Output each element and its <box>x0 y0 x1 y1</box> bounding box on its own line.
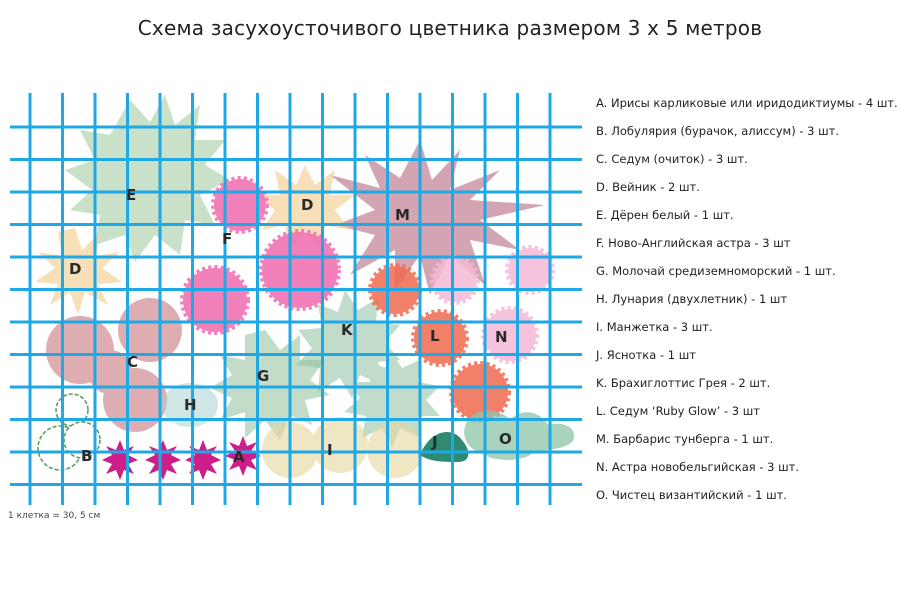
plant-i-alchemilla <box>262 417 423 478</box>
plant-letter-i: I <box>327 441 333 459</box>
legend-item-g: G. Молочай средиземноморский - 1 шт. <box>596 264 836 278</box>
plant-letter-d: D <box>69 260 82 278</box>
plant-letter-e: E <box>126 186 137 204</box>
legend-item-f: F. Ново-Английская астра - 3 шт <box>596 236 791 250</box>
plant-j-lamium <box>420 432 468 462</box>
legend-item-h: H. Лунария (двухлетник) - 1 шт <box>596 292 788 306</box>
plant-letter-l: L <box>430 327 440 345</box>
plant-letter-n: N <box>495 328 508 346</box>
plant-legend <box>596 94 898 514</box>
plant-letter-g: G <box>257 367 270 385</box>
plant-letter-d: D <box>301 196 314 214</box>
legend-item-b: B. Лобулярия (бурачок, алиссум) - 3 шт. <box>596 124 840 138</box>
legend-item-e: E. Дёрен белый - 1 шт. <box>596 208 734 222</box>
plant-letter-b: B <box>81 447 93 465</box>
plant-letter-j: J <box>432 433 438 451</box>
legend-item-o: O. Чистец византийский - 1 шт. <box>596 488 787 502</box>
legend-item-c: C. Седум (очиток) - 3 шт. <box>596 152 748 166</box>
legend-item-i: I. Манжетка - 3 шт. <box>596 320 713 334</box>
legend-item-k: K. Брахиглоттис Грея - 2 шт. <box>596 376 771 390</box>
legend-item-d: D. Вейник - 2 шт. <box>596 180 700 194</box>
legend-item-n: N. Астра новобельгийская - 3 шт. <box>596 460 800 474</box>
plant-e-cornus <box>65 95 233 262</box>
plant-letter-h: H <box>184 396 197 414</box>
plant-letter-f: F <box>222 230 233 248</box>
legend-item-j: J. Яснотка - 1 шт <box>596 348 696 362</box>
plant-letter-a: A <box>233 448 245 466</box>
plant-letter-m: M <box>395 206 410 224</box>
plant-letter-k: K <box>341 321 353 339</box>
plant-letter-o: O <box>499 430 512 448</box>
scale-note: 1 клетка = 30, 5 см <box>8 511 101 521</box>
plant-letter-c: C <box>127 353 139 371</box>
page-title: Схема засухоусточивого цветника размером 3 х 5 метров <box>137 16 763 40</box>
legend-item-m: M. Барбарис тунберга - 1 шт. <box>596 432 774 446</box>
legend-item-l: L. Седум ‘Ruby Glow’ - 3 шт <box>596 404 760 418</box>
legend-item-a: A. Ирисы карликовые или иридодиктиумы - 4 шт. <box>596 96 898 110</box>
